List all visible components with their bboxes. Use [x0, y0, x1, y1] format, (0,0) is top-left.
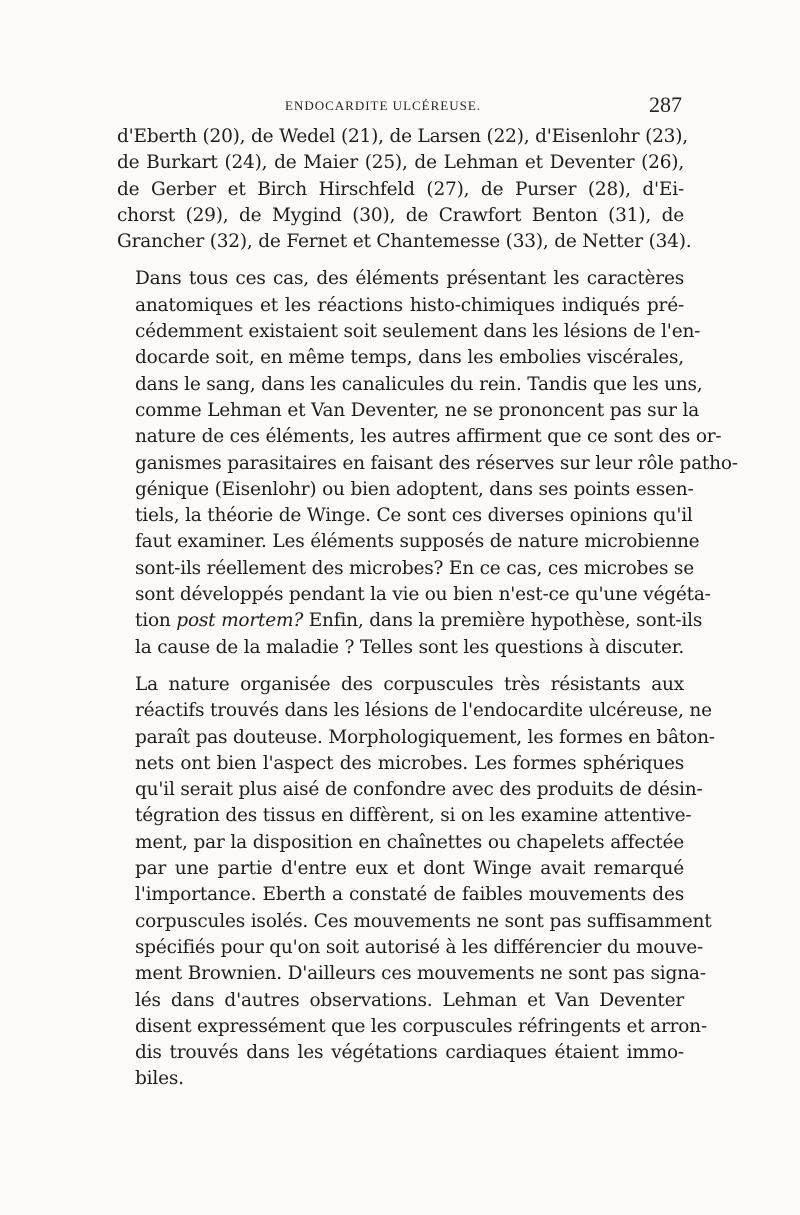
text-line: d'Eberth (20), de Wedel (21), de Larsen (22), d'Eisenlohr (23), [117, 126, 688, 147]
text-line: lés dans d'autres observations. Lehman et Van Deventer [135, 989, 684, 1011]
paragraph-1 [117, 124, 692, 255]
text-line: Dans tous ces cas, des éléments présentant les caractères [135, 268, 684, 290]
text-line: Grancher (32), de Fernet et Chantemesse (33), de Netter (34). [117, 231, 692, 253]
italic-phrase: post mortem? [176, 610, 304, 632]
text-line: La nature organisée des corpuscules très résistants aux [135, 673, 684, 695]
text-line: sont-ils réellement des microbes? En ce cas, ces microbes se [135, 557, 694, 579]
text-line: corpuscules isolés. Ces mouvements ne sont pas suffisamment [135, 910, 712, 932]
text-line: tiels, la théorie de Winge. Ce sont ces diverses opinions qu'il [135, 505, 693, 527]
text-line: la cause de la maladie ? Telles sont les questions à discuter. [135, 636, 685, 658]
text-line-mixed [117, 608, 703, 634]
text-line: anatomiques et les réactions histo-chimiques indiqués pré- [135, 294, 684, 316]
text-line: génique (Eisenlohr) ou bien adoptent, dans ses points essen- [135, 478, 694, 500]
chapter-title: ENDOCARDITE ULCÉREUSE. [285, 98, 482, 113]
text-line: chorst (29), de Mygind (30), de Crawfort Benton (31), de [117, 204, 684, 226]
text-line: ganismes parasitaires en faisant des réserves sur leur rôle patho- [135, 452, 738, 474]
paragraph-3 [117, 672, 715, 1093]
text-line: cédemment existaient soit seulement dans les lésions de l'en- [135, 321, 701, 343]
text-line: réactifs trouvés dans les lésions de l'endocardite ulcéreuse, ne [135, 700, 712, 722]
text-line: sont développés pendant la vie ou bien n'est-ce qu'une végéta- [135, 584, 711, 606]
text-fragment: tion [135, 610, 171, 632]
text-line: paraît pas douteuse. Morphologiquement, les formes en bâton- [135, 726, 715, 748]
text-line: tégration des tissus en diffèrent, si on les examine attentive- [135, 805, 692, 827]
text-line: comme Lehman et Van Deventer, ne se prononcent pas sur la [135, 399, 700, 421]
text-line: docarde soit, en même temps, dans les embolies viscérales, [135, 347, 684, 369]
text-line: l'importance. Eberth a constaté de faibles mouvements des [135, 884, 684, 906]
text-line: biles. [135, 1068, 184, 1090]
text-line: disent expressément que les corpuscules réfringents et arron- [135, 1015, 707, 1037]
text-line: ment Brownien. D'ailleurs ces mouvements ne sont pas signa- [135, 963, 706, 985]
text-fragment: Enfin, dans la première hypothèse, sont-ils [308, 610, 703, 632]
text-line: dans le sang, dans les canalicules du rein. Tandis que les uns, [135, 373, 703, 395]
text-line: faut examiner. Les éléments supposés de nature microbienne [135, 531, 700, 553]
text-line: spécifiés pour qu'on soit autorisé à les différencier du mouve- [135, 936, 704, 958]
text-line: ment, par la disposition en chaînettes ou chapelets affectée [135, 831, 684, 853]
text-line: de Burkart (24), de Maier (25), de Lehman et Deventer (26), [117, 152, 684, 174]
running-head [117, 92, 684, 120]
text-line: nature de ces éléments, les autres affirment que ce sont des or- [135, 426, 722, 448]
paragraph-2 [117, 266, 738, 660]
text-line: de Gerber et Birch Hirschfeld (27), de Purser (28), d'Ei- [117, 178, 684, 200]
page-number: 287 [649, 92, 682, 117]
text-line: par une partie d'entre eux et dont Winge avait remarqué [135, 858, 684, 880]
text-line: dis trouvés dans les végétations cardiaques étaient immo- [135, 1042, 684, 1064]
text-line: qu'il serait plus aisé de confondre avec des produits de désin- [135, 779, 703, 801]
book-page [117, 92, 738, 1093]
text-line: nets ont bien l'aspect des microbes. Les formes sphériques [135, 752, 684, 774]
